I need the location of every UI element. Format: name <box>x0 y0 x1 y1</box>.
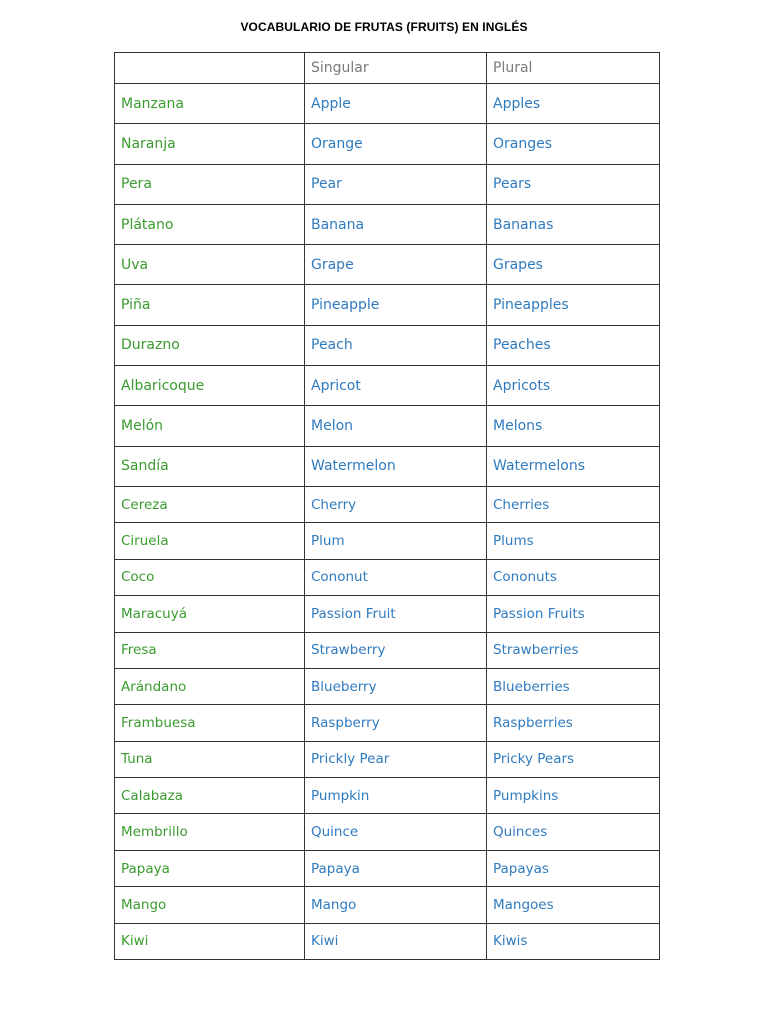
header-plural: Plural <box>487 53 660 84</box>
english-plural: Raspberries <box>487 705 660 741</box>
english-plural: Oranges <box>487 124 660 164</box>
english-singular: Pineapple <box>305 285 487 325</box>
english-plural: Peaches <box>487 325 660 365</box>
english-singular: Watermelon <box>305 446 487 486</box>
spanish-word: Membrillo <box>115 814 305 850</box>
fruit-vocabulary-table <box>114 52 660 960</box>
english-plural: Plums <box>487 523 660 559</box>
english-plural: Pears <box>487 164 660 204</box>
english-singular: Cononut <box>305 559 487 595</box>
table-row <box>115 285 660 325</box>
table-row <box>115 596 660 632</box>
spanish-word: Tuna <box>115 741 305 777</box>
english-plural: Passion Fruits <box>487 596 660 632</box>
english-singular: Plum <box>305 523 487 559</box>
english-plural: Bananas <box>487 204 660 244</box>
spanish-word: Calabaza <box>115 778 305 814</box>
table-row <box>115 164 660 204</box>
english-singular: Melon <box>305 406 487 446</box>
english-plural: Pricky Pears <box>487 741 660 777</box>
table-row <box>115 325 660 365</box>
english-plural: Quinces <box>487 814 660 850</box>
english-plural: Apples <box>487 84 660 124</box>
english-singular: Pumpkin <box>305 778 487 814</box>
english-singular: Prickly Pear <box>305 741 487 777</box>
table-row <box>115 850 660 886</box>
table-row <box>115 559 660 595</box>
english-singular: Pear <box>305 164 487 204</box>
table-row <box>115 523 660 559</box>
table-row <box>115 741 660 777</box>
table-row <box>115 84 660 124</box>
english-plural: Mangoes <box>487 887 660 923</box>
english-singular: Apple <box>305 84 487 124</box>
table-row <box>115 446 660 486</box>
english-plural: Papayas <box>487 850 660 886</box>
spanish-word: Naranja <box>115 124 305 164</box>
english-singular: Orange <box>305 124 487 164</box>
english-singular: Peach <box>305 325 487 365</box>
spanish-word: Pera <box>115 164 305 204</box>
page-title: VOCABULARIO DE FRUTAS (FRUITS) EN INGLÉS <box>240 20 528 34</box>
english-singular: Cherry <box>305 486 487 522</box>
english-singular: Apricot <box>305 366 487 406</box>
english-plural: Apricots <box>487 366 660 406</box>
table-row <box>115 245 660 285</box>
spanish-word: Maracuyá <box>115 596 305 632</box>
english-plural: Kiwis <box>487 923 660 959</box>
spanish-word: Durazno <box>115 325 305 365</box>
english-singular: Raspberry <box>305 705 487 741</box>
table-row <box>115 778 660 814</box>
table-row <box>115 366 660 406</box>
table-header-row <box>115 53 660 84</box>
english-plural: Pumpkins <box>487 778 660 814</box>
table-row <box>115 705 660 741</box>
spanish-word: Plátano <box>115 204 305 244</box>
table-row <box>115 204 660 244</box>
english-singular: Quince <box>305 814 487 850</box>
english-plural: Cononuts <box>487 559 660 595</box>
spanish-word: Papaya <box>115 850 305 886</box>
table-row <box>115 887 660 923</box>
spanish-word: Piña <box>115 285 305 325</box>
table-row <box>115 814 660 850</box>
english-singular: Mango <box>305 887 487 923</box>
spanish-word: Frambuesa <box>115 705 305 741</box>
spanish-word: Kiwi <box>115 923 305 959</box>
spanish-word: Arándano <box>115 668 305 704</box>
header-spanish <box>115 53 305 84</box>
table-row <box>115 632 660 668</box>
english-singular: Papaya <box>305 850 487 886</box>
english-plural: Melons <box>487 406 660 446</box>
english-singular: Kiwi <box>305 923 487 959</box>
spanish-word: Melón <box>115 406 305 446</box>
english-singular: Grape <box>305 245 487 285</box>
spanish-word: Uva <box>115 245 305 285</box>
spanish-word: Ciruela <box>115 523 305 559</box>
english-singular: Blueberry <box>305 668 487 704</box>
table-row <box>115 923 660 959</box>
english-singular: Passion Fruit <box>305 596 487 632</box>
spanish-word: Albaricoque <box>115 366 305 406</box>
spanish-word: Cereza <box>115 486 305 522</box>
table-row <box>115 406 660 446</box>
english-singular: Strawberry <box>305 632 487 668</box>
english-plural: Blueberries <box>487 668 660 704</box>
spanish-word: Manzana <box>115 84 305 124</box>
spanish-word: Sandía <box>115 446 305 486</box>
spanish-word: Fresa <box>115 632 305 668</box>
english-plural: Strawberries <box>487 632 660 668</box>
spanish-word: Coco <box>115 559 305 595</box>
english-plural: Pineapples <box>487 285 660 325</box>
english-plural: Watermelons <box>487 446 660 486</box>
table-row <box>115 124 660 164</box>
table-row <box>115 486 660 522</box>
spanish-word: Mango <box>115 887 305 923</box>
table-row <box>115 668 660 704</box>
english-plural: Grapes <box>487 245 660 285</box>
english-plural: Cherries <box>487 486 660 522</box>
english-singular: Banana <box>305 204 487 244</box>
header-singular: Singular <box>305 53 487 84</box>
